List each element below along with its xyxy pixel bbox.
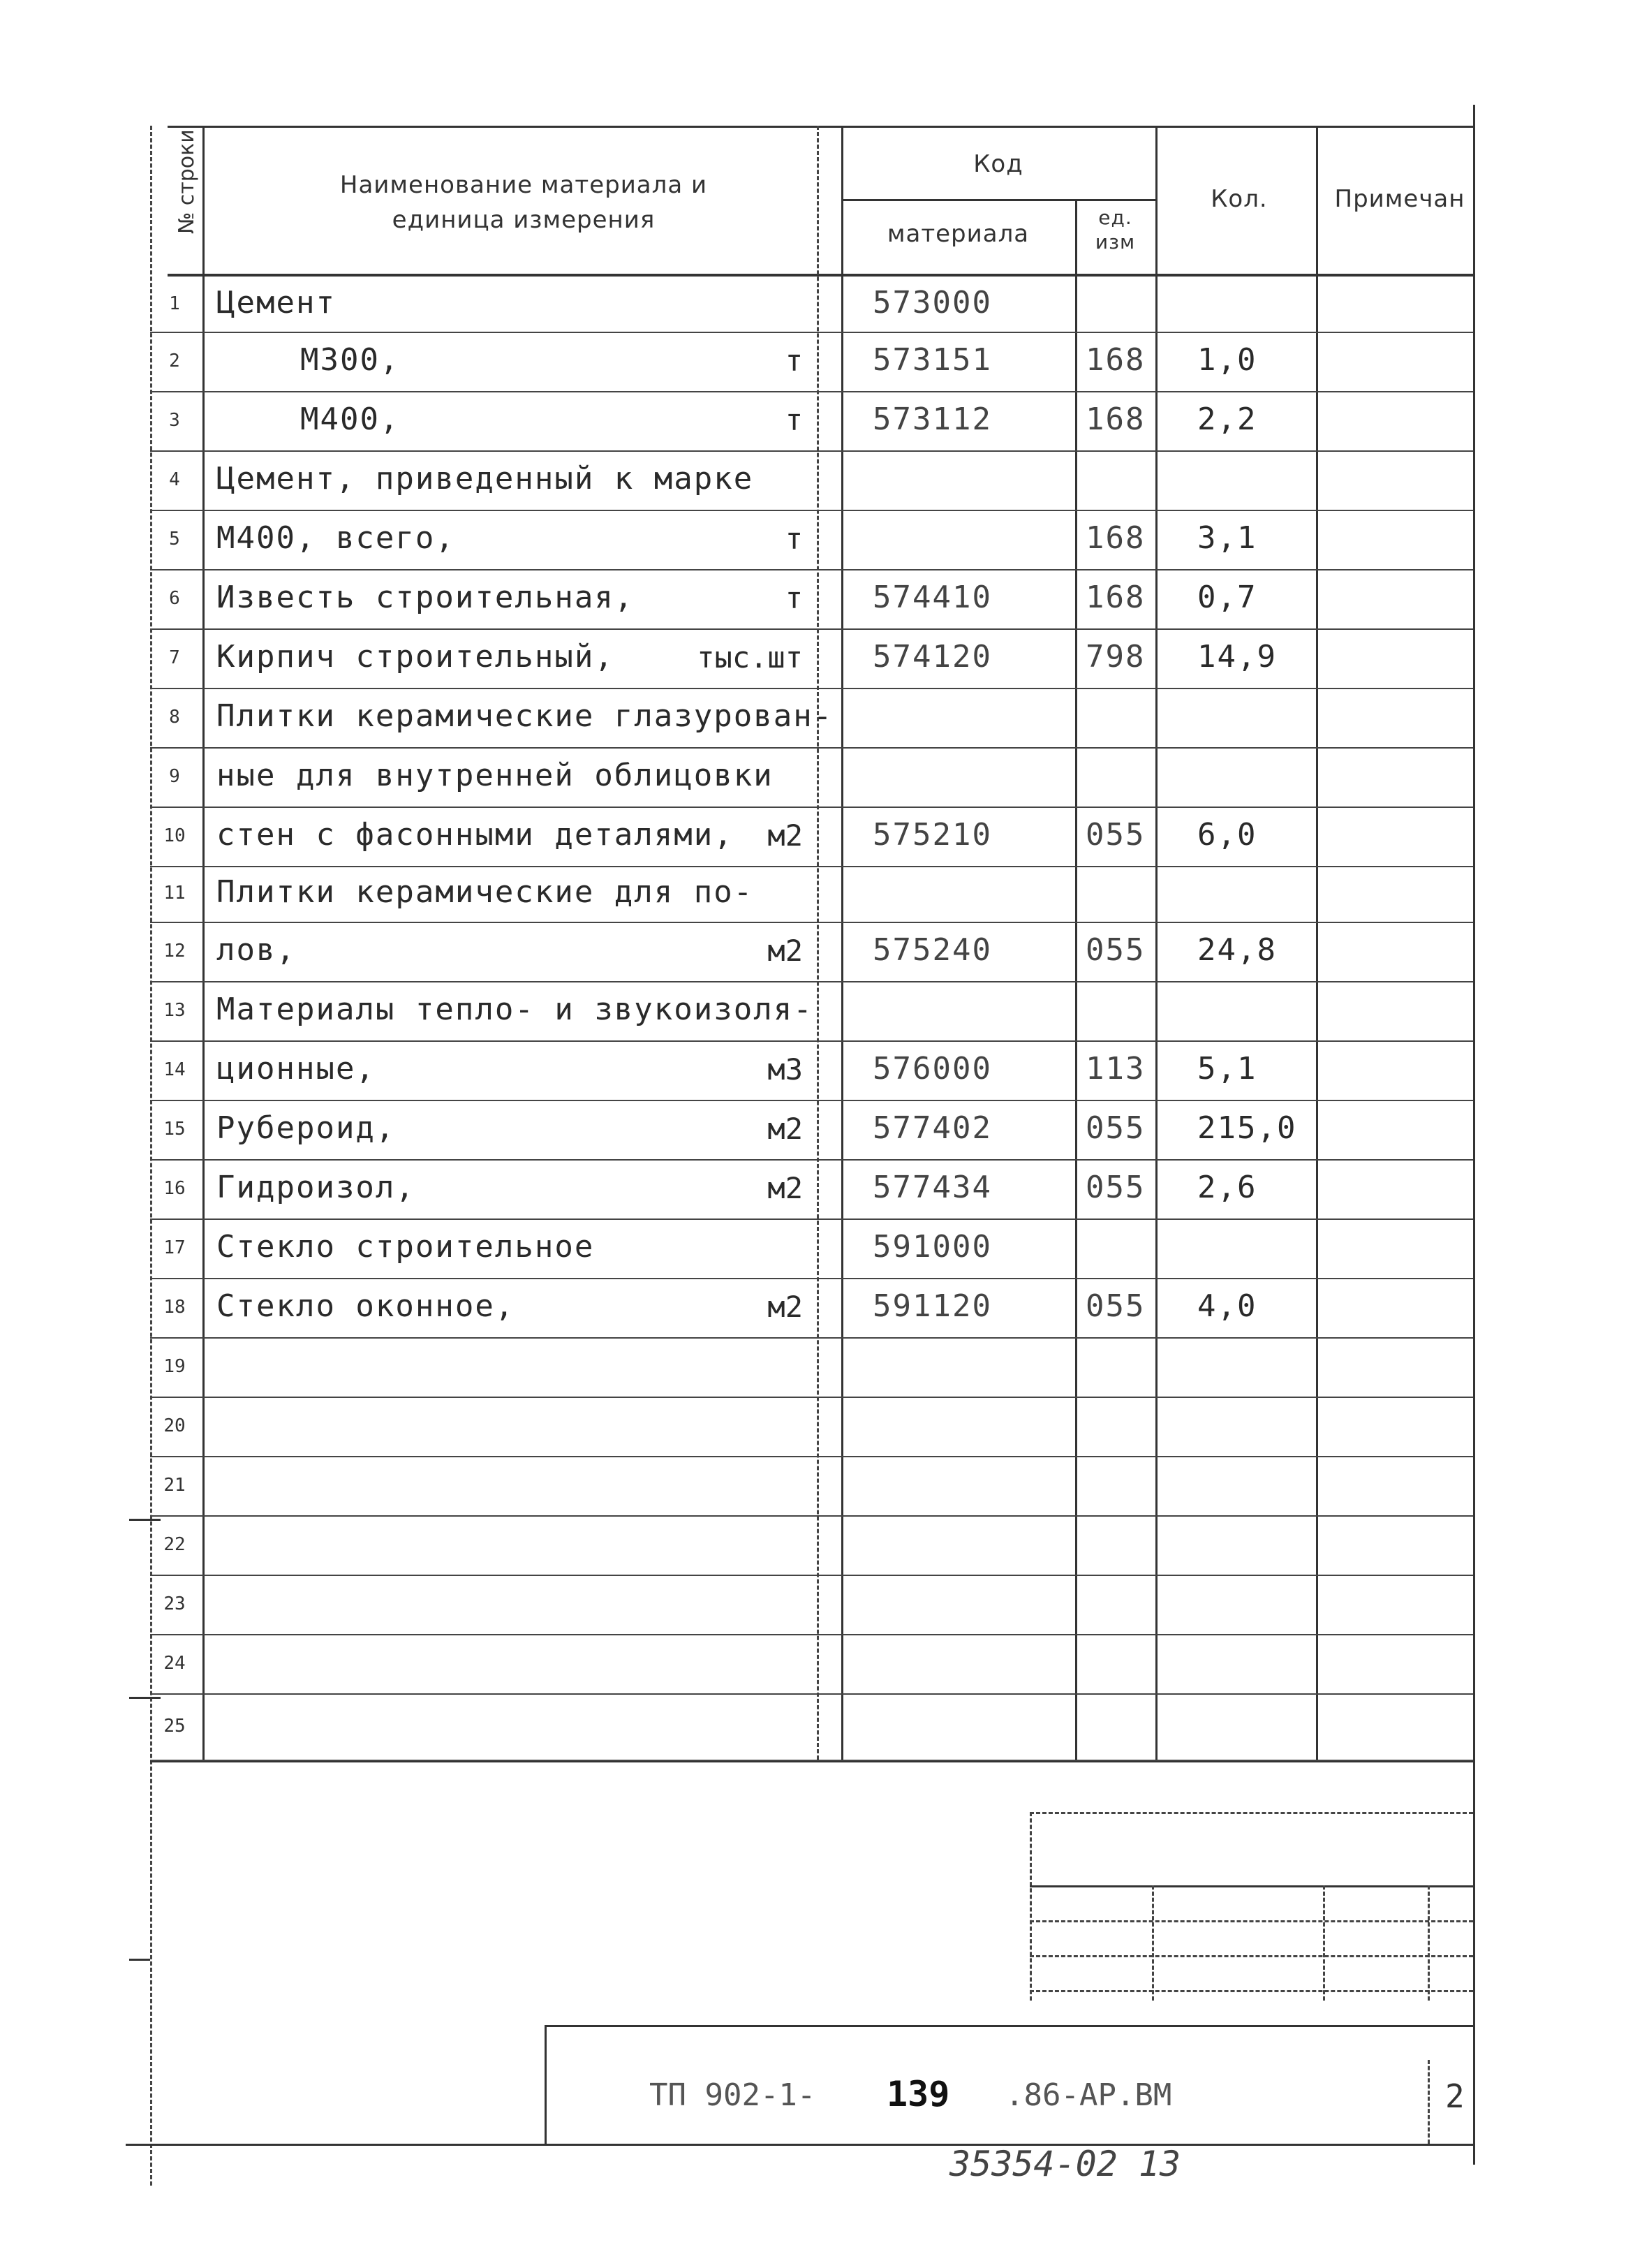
titleblock-top <box>1030 1812 1473 1814</box>
row-line <box>150 688 1473 689</box>
name-col-border <box>817 126 819 1760</box>
row-number: 16 <box>163 1177 186 1199</box>
row-number: 21 <box>163 1474 186 1496</box>
material-code: 573151 <box>873 341 992 378</box>
row-line <box>150 1337 1473 1339</box>
material-name: Известь строительная, <box>216 579 635 615</box>
material-name: Плитки керамические глазурован- <box>216 698 834 734</box>
row-line <box>150 1634 1473 1635</box>
row-line <box>150 1515 1473 1517</box>
header-unit-code-2: изм <box>1095 230 1136 253</box>
stamp-bottom <box>126 2144 1473 2146</box>
quantity: 2,2 <box>1197 401 1257 437</box>
top-border <box>168 126 1473 128</box>
row-number: 3 <box>169 409 180 431</box>
row-line <box>150 391 1473 392</box>
titleblock-row3 <box>1030 1955 1473 1957</box>
code-sub-border <box>841 199 1155 201</box>
quantity: 1,0 <box>1197 341 1257 378</box>
material-code: 577402 <box>873 1110 992 1146</box>
measure-unit: м2 <box>767 1111 803 1146</box>
header-material: материала <box>887 220 1030 248</box>
row-line <box>150 1040 1473 1042</box>
row-number: 18 <box>163 1296 186 1318</box>
row-number: 13 <box>163 999 186 1021</box>
quantity: 0,7 <box>1197 579 1257 615</box>
row-number: 17 <box>163 1237 186 1258</box>
measure-unit: м2 <box>767 1289 803 1324</box>
left-border <box>150 126 152 2186</box>
titleblock-col2 <box>1323 1885 1325 2001</box>
measure-unit: т <box>785 521 803 556</box>
titleblock-row2 <box>1030 1920 1473 1922</box>
row-line <box>150 1575 1473 1576</box>
row-line <box>150 747 1473 749</box>
material-name: Стекло строительное <box>216 1228 595 1265</box>
unit-code: 168 <box>1086 341 1146 378</box>
row-number: 1 <box>169 293 180 314</box>
row-line <box>150 628 1473 630</box>
row-number: 11 <box>163 883 186 904</box>
titleblock-col3 <box>1428 1885 1430 2001</box>
note-col-border <box>1316 126 1318 1760</box>
quantity: 14,9 <box>1197 638 1277 675</box>
row-line <box>150 866 1473 867</box>
material-code: 573000 <box>873 284 992 321</box>
measure-unit: м2 <box>767 818 803 853</box>
unit-code: 055 <box>1086 1110 1146 1146</box>
stamp-project: ТП 902-1- <box>649 2077 816 2113</box>
material-code: 591120 <box>873 1288 992 1324</box>
quantity: 4,0 <box>1197 1288 1257 1324</box>
row-number: 24 <box>163 1652 186 1674</box>
material-name: М400, всего, <box>216 520 455 556</box>
measure-unit: м2 <box>767 933 803 968</box>
material-code: 575210 <box>873 816 992 853</box>
row-line <box>150 569 1473 570</box>
stamp-top <box>545 2025 1473 2027</box>
row-line <box>150 981 1473 982</box>
row-number: 10 <box>163 825 186 846</box>
row-line <box>150 1397 1473 1398</box>
quantity: 24,8 <box>1197 932 1277 968</box>
unit-code: 168 <box>1086 579 1146 615</box>
row-line <box>150 510 1473 511</box>
row-line <box>150 332 1473 333</box>
quantity: 3,1 <box>1197 520 1257 556</box>
titleblock-left <box>1030 1812 1032 2001</box>
material-name: Плитки керамические для по- <box>216 874 754 910</box>
measure-unit: м3 <box>767 1052 803 1087</box>
row-line <box>150 1456 1473 1457</box>
material-name: Материалы тепло- и звукоизоля- <box>216 991 813 1027</box>
material-name: М400, <box>300 401 400 437</box>
material-name: Цемент <box>216 284 336 321</box>
row-line <box>150 807 1473 808</box>
stamp-sheet-divider <box>1428 2060 1430 2144</box>
material-name: лов, <box>216 932 296 968</box>
unit-code: 168 <box>1086 401 1146 437</box>
quantity: 215,0 <box>1197 1110 1297 1146</box>
titleblock-row4 <box>1030 1990 1473 1992</box>
material-name: стен с фасонными деталями, <box>216 816 734 853</box>
stamp-suffix: .86-АР.ВМ <box>1005 2077 1172 2113</box>
unit-code: 055 <box>1086 816 1146 853</box>
material-code: 574410 <box>873 579 992 615</box>
material-name: М300, <box>300 341 400 378</box>
row-number: 14 <box>163 1059 186 1080</box>
row-number: 7 <box>169 647 180 668</box>
measure-unit: м2 <box>767 1170 803 1205</box>
row-number: 9 <box>169 765 180 787</box>
header-unit-code-1: ед. <box>1098 206 1132 229</box>
quantity: 6,0 <box>1197 816 1257 853</box>
material-code: 575240 <box>873 932 992 968</box>
measure-unit: т <box>785 343 803 378</box>
row-number: 23 <box>163 1593 186 1614</box>
stamp-left <box>545 2025 547 2144</box>
row-line <box>150 1278 1473 1279</box>
unit-code: 798 <box>1086 638 1146 675</box>
material-code: 576000 <box>873 1050 992 1087</box>
material-name: ные для внутренней облицовки <box>216 757 774 793</box>
unit-code: 113 <box>1086 1050 1146 1087</box>
material-name: Цемент, приведенный к марке <box>216 460 754 496</box>
header-row-no: № строки <box>175 129 199 234</box>
unit-code: 055 <box>1086 1169 1146 1205</box>
material-name: Кирпич строительный, <box>216 638 614 675</box>
material-code: 577434 <box>873 1169 992 1205</box>
row-number: 12 <box>163 940 186 962</box>
measure-unit: тыс.шт <box>697 640 803 675</box>
row-number: 2 <box>169 350 180 371</box>
margin-tick <box>129 1519 161 1521</box>
unit-code: 168 <box>1086 520 1146 556</box>
titleblock-row1 <box>1030 1885 1473 1887</box>
material-name: Гидроизол, <box>216 1169 415 1205</box>
qty-col-border <box>1155 126 1158 1760</box>
row-line <box>150 922 1473 923</box>
material-code: 573112 <box>873 401 992 437</box>
unitcode-col-border <box>1075 199 1077 1760</box>
stamp-sheet: 2 <box>1445 2077 1465 2115</box>
stamp-number: 139 <box>887 2074 950 2114</box>
quantity: 2,6 <box>1197 1169 1257 1205</box>
measure-unit: т <box>785 580 803 615</box>
row-line <box>150 1693 1473 1695</box>
row-number: 4 <box>169 469 180 490</box>
material-name: Рубероид, <box>216 1110 396 1146</box>
row-line <box>150 1159 1473 1161</box>
material-name: ционные, <box>216 1050 376 1087</box>
row-number: 22 <box>163 1533 186 1555</box>
code-col-border <box>841 126 843 1760</box>
header-code: Код <box>973 150 1023 178</box>
row-line <box>150 1218 1473 1220</box>
row-number: 15 <box>163 1118 186 1140</box>
unit-code: 055 <box>1086 1288 1146 1324</box>
material-code: 574120 <box>873 638 992 675</box>
row-line <box>150 1100 1473 1101</box>
header-note: Примечан <box>1334 185 1465 213</box>
quantity: 5,1 <box>1197 1050 1257 1087</box>
row-number: 25 <box>163 1715 186 1737</box>
row-number: 20 <box>163 1415 186 1436</box>
row-number: 8 <box>169 706 180 728</box>
header-name-line1: Наименование материала и <box>339 171 708 199</box>
header-qty: Кол. <box>1211 185 1268 213</box>
header-name-line2: единица измерения <box>392 206 656 234</box>
row-line <box>150 1760 1473 1761</box>
titleblock-col1 <box>1152 1885 1154 2001</box>
margin-tick <box>129 1697 161 1699</box>
row-number: 19 <box>163 1355 186 1377</box>
row-number: 5 <box>169 528 180 550</box>
header-bottom-border <box>168 274 1473 277</box>
margin-tick <box>129 1959 150 1961</box>
unit-code: 055 <box>1086 932 1146 968</box>
inventory-number: 35354-02 13 <box>949 2144 1181 2184</box>
rownum-col-border <box>202 126 205 1760</box>
right-border <box>1473 105 1475 2165</box>
row-line <box>150 450 1473 452</box>
material-code: 591000 <box>873 1228 992 1265</box>
row-number: 6 <box>169 587 180 609</box>
material-name: Стекло оконное, <box>216 1288 515 1324</box>
measure-unit: т <box>785 402 803 437</box>
